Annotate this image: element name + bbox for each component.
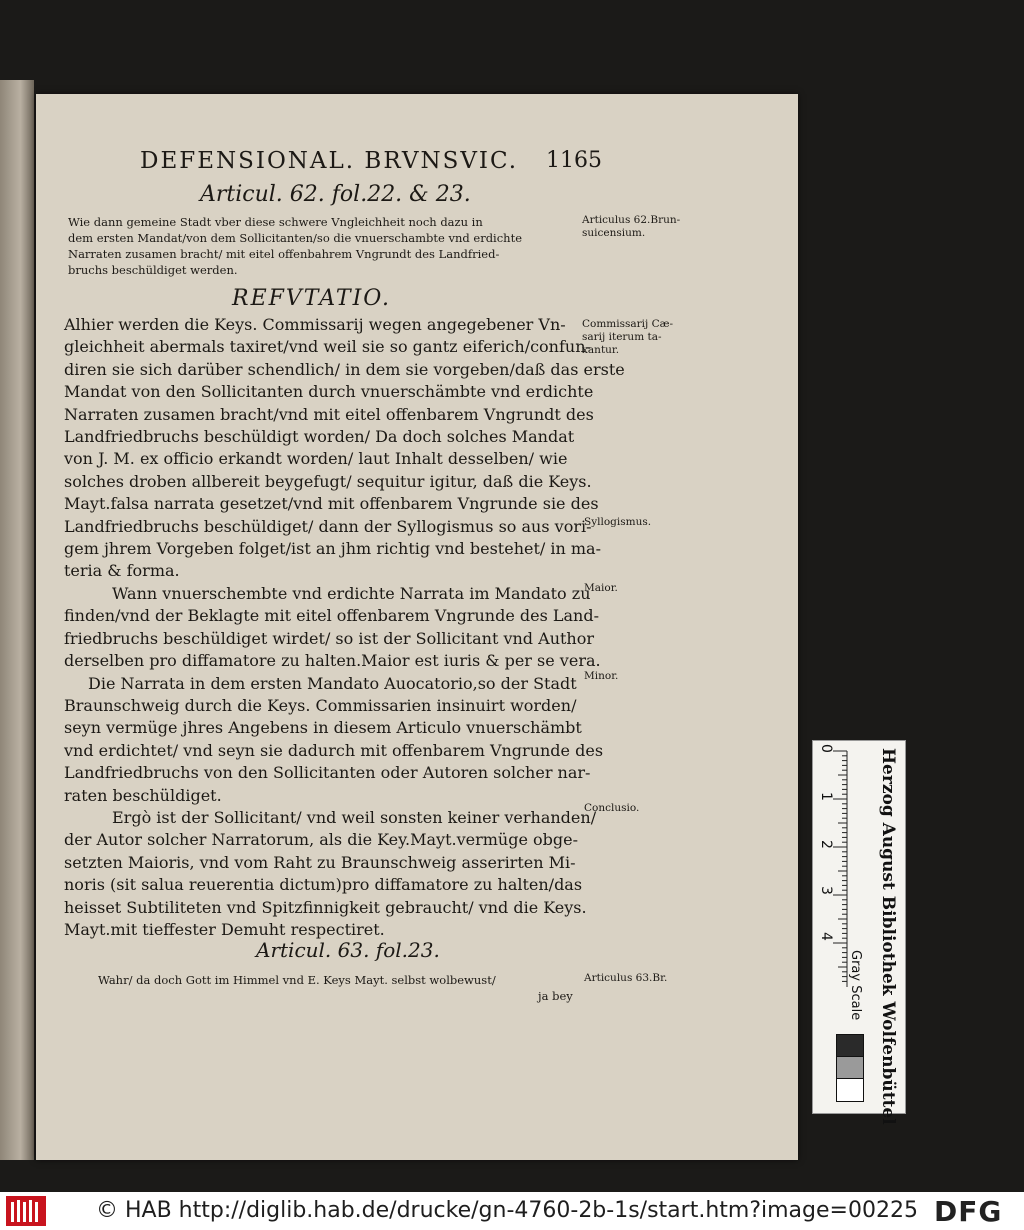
text-line: friedbruchs beschüldiget wirdet/ so ist der Sollicitant vnd Author [64, 628, 595, 648]
margin-note-commissarij [582, 318, 673, 357]
article-63-summary [98, 972, 578, 1004]
text-line: seyn vermüge jhres Angebens in diesem Articulo vnuerschämbt [64, 718, 582, 738]
text-line: derselben pro diffamatore zu halten.Maior est iuris & per se vera. [64, 651, 601, 671]
margin-line: xantur. [582, 344, 620, 356]
summary-line: dem ersten Mandat/von dem Sollicitanten/so die vnuerschambte vnd erdichte [68, 231, 523, 245]
summary-line: Wahr/ da doch Gott im Himmel vnd E. Keys Mayt. selbst wolbewust/ [98, 973, 496, 987]
margin-line: Commissarij Cæ- [582, 318, 674, 330]
tick-label: 4 [818, 932, 834, 941]
text-line: raten beschüldiget. [64, 785, 222, 805]
text-line: Landfriedbruchs beschüldigt worden/ Da doch solches Mandat [64, 427, 575, 447]
margin-note-articulus-63: Articulus 63.Br. [584, 972, 668, 984]
facing-page-edge [0, 80, 34, 1160]
summary-line: bruchs beschüldiget werden. [68, 263, 238, 277]
text-line: Mayt.falsa narrata gesetzet/vnd mit offenbarem Vngrunde sie des [64, 494, 599, 514]
library-name: Herzog August Bibliothek Wolfenbüttel [878, 748, 898, 1125]
text-line: noris (sit salua reuerentia dictum)pro diffamatore zu halten/das [64, 875, 583, 895]
text-line: gem jhrem Vorgeben folget/ist an jhm richtig vnd bestehet/ in ma- [64, 539, 601, 559]
margin-note-maior: Maior. [584, 582, 618, 594]
text-line: Braunschweig durch die Keys. Commissarien insinuirt worden/ [64, 695, 577, 715]
gray-scale-label: Gray Scale [848, 950, 863, 1021]
summary-line: Wie dann gemeine Stadt vber diese schwere Vngleichheit noch dazu in [68, 215, 483, 229]
margin-line: Articulus 62.Brun- [582, 214, 681, 226]
margin-note-articulus-62 [582, 214, 680, 240]
tick-label: 0 [818, 744, 834, 753]
text-line: setzten Maioris, vnd vom Raht zu Braunschweig asserirten Mi- [64, 852, 576, 872]
text-line: Wann vnuerschembte vnd erdichte Narrata im Mandato zu [112, 583, 591, 603]
text-line: Mandat von den Sollicitanten durch vnuerschämbte vnd erdichte [64, 382, 594, 402]
swatch-black [836, 1034, 864, 1058]
refutatio-heading: REFVTATIO. [232, 286, 392, 311]
copyright-url[interactable]: © HAB http://diglib.hab.de/drucke/gn-4760-2b-1s/start.htm?image=00225 [96, 1198, 918, 1223]
article-63-heading: Articul. 63. fol.23. [256, 938, 440, 962]
text-line: solches droben allbereit beygefugt/ sequitur igitur, daß die Keys. [64, 471, 592, 491]
text-line: Alhier werden die Keys. Commissarij wegen angegebener Vn- [64, 315, 566, 334]
hab-logo-icon [6, 1196, 46, 1226]
summary-line: Narraten zusamen bracht/ mit eitel offenbahrem Vngrundt des Landfried- [68, 247, 500, 261]
article-62-summary [68, 214, 588, 278]
text-line: diren sie sich darüber schendlich/ in dem sie vorgeben/daß das erste [64, 359, 625, 379]
text-line: Die Narrata in dem ersten Mandato Auocatorio,so der Stadt [88, 673, 577, 693]
article-62-heading: Articul. 62. fol.22. & 23. [200, 182, 471, 207]
text-line: von J. M. ex officio erkandt worden/ laut Inhalt desselben/ wie [64, 449, 568, 469]
dfg-logo: DFG [934, 1195, 1003, 1228]
text-line: Mayt.mit tieffester Demuht respectiret. [64, 919, 385, 939]
margin-note-syllogismus: Syllogismus. [584, 516, 652, 528]
text-line: Landfriedbruchs von den Sollicitanten oder Autoren solcher nar- [64, 763, 591, 783]
text-line: vnd erdichtet/ vnd seyn sie dadurch mit offenbarem Vngrunde des [64, 740, 604, 760]
page-number: 1165 [546, 148, 602, 173]
margin-note-conclusio: Conclusio. [584, 802, 640, 814]
summary-line: ja bey [538, 989, 573, 1003]
text-line: finden/vnd der Beklagte mit eitel offenbarem Vngrunde des Land- [64, 606, 600, 626]
text-line: der Autor solcher Narratorum, als die Key.Mayt.vermüge obge- [64, 830, 579, 850]
tick-label: 1 [818, 792, 834, 801]
margin-line: sarij iterum ta- [582, 331, 662, 343]
tick-label: 3 [818, 886, 834, 895]
text-line: heisset Subtiliteten vnd Spitzfinnigkeit gebraucht/ vnd die Keys. [64, 897, 587, 917]
text-line: Landfriedbruchs beschüldiget/ dann der Syllogismus so aus vori- [64, 516, 592, 536]
text-line: Ergò ist der Sollicitant/ vnd weil sonsten keiner verhanden/ [112, 807, 597, 827]
text-line: Narraten zusamen bracht/vnd mit eitel offenbarem Vngrundt des [64, 404, 594, 424]
text-line: gleichheit abermals taxiret/vnd weil sie so gantz eiferich/confun- [64, 337, 591, 357]
footer-bar [0, 1192, 1024, 1230]
swatch-white [836, 1078, 864, 1102]
swatch-gray [836, 1056, 864, 1080]
margin-line: suicensium. [582, 227, 646, 239]
text-line: teria & forma. [64, 561, 180, 581]
margin-note-minor: Minor. [584, 670, 619, 682]
tick-label: 2 [818, 840, 834, 849]
running-title: DEFENSIONAL. BRVNSVIC. [140, 148, 519, 174]
